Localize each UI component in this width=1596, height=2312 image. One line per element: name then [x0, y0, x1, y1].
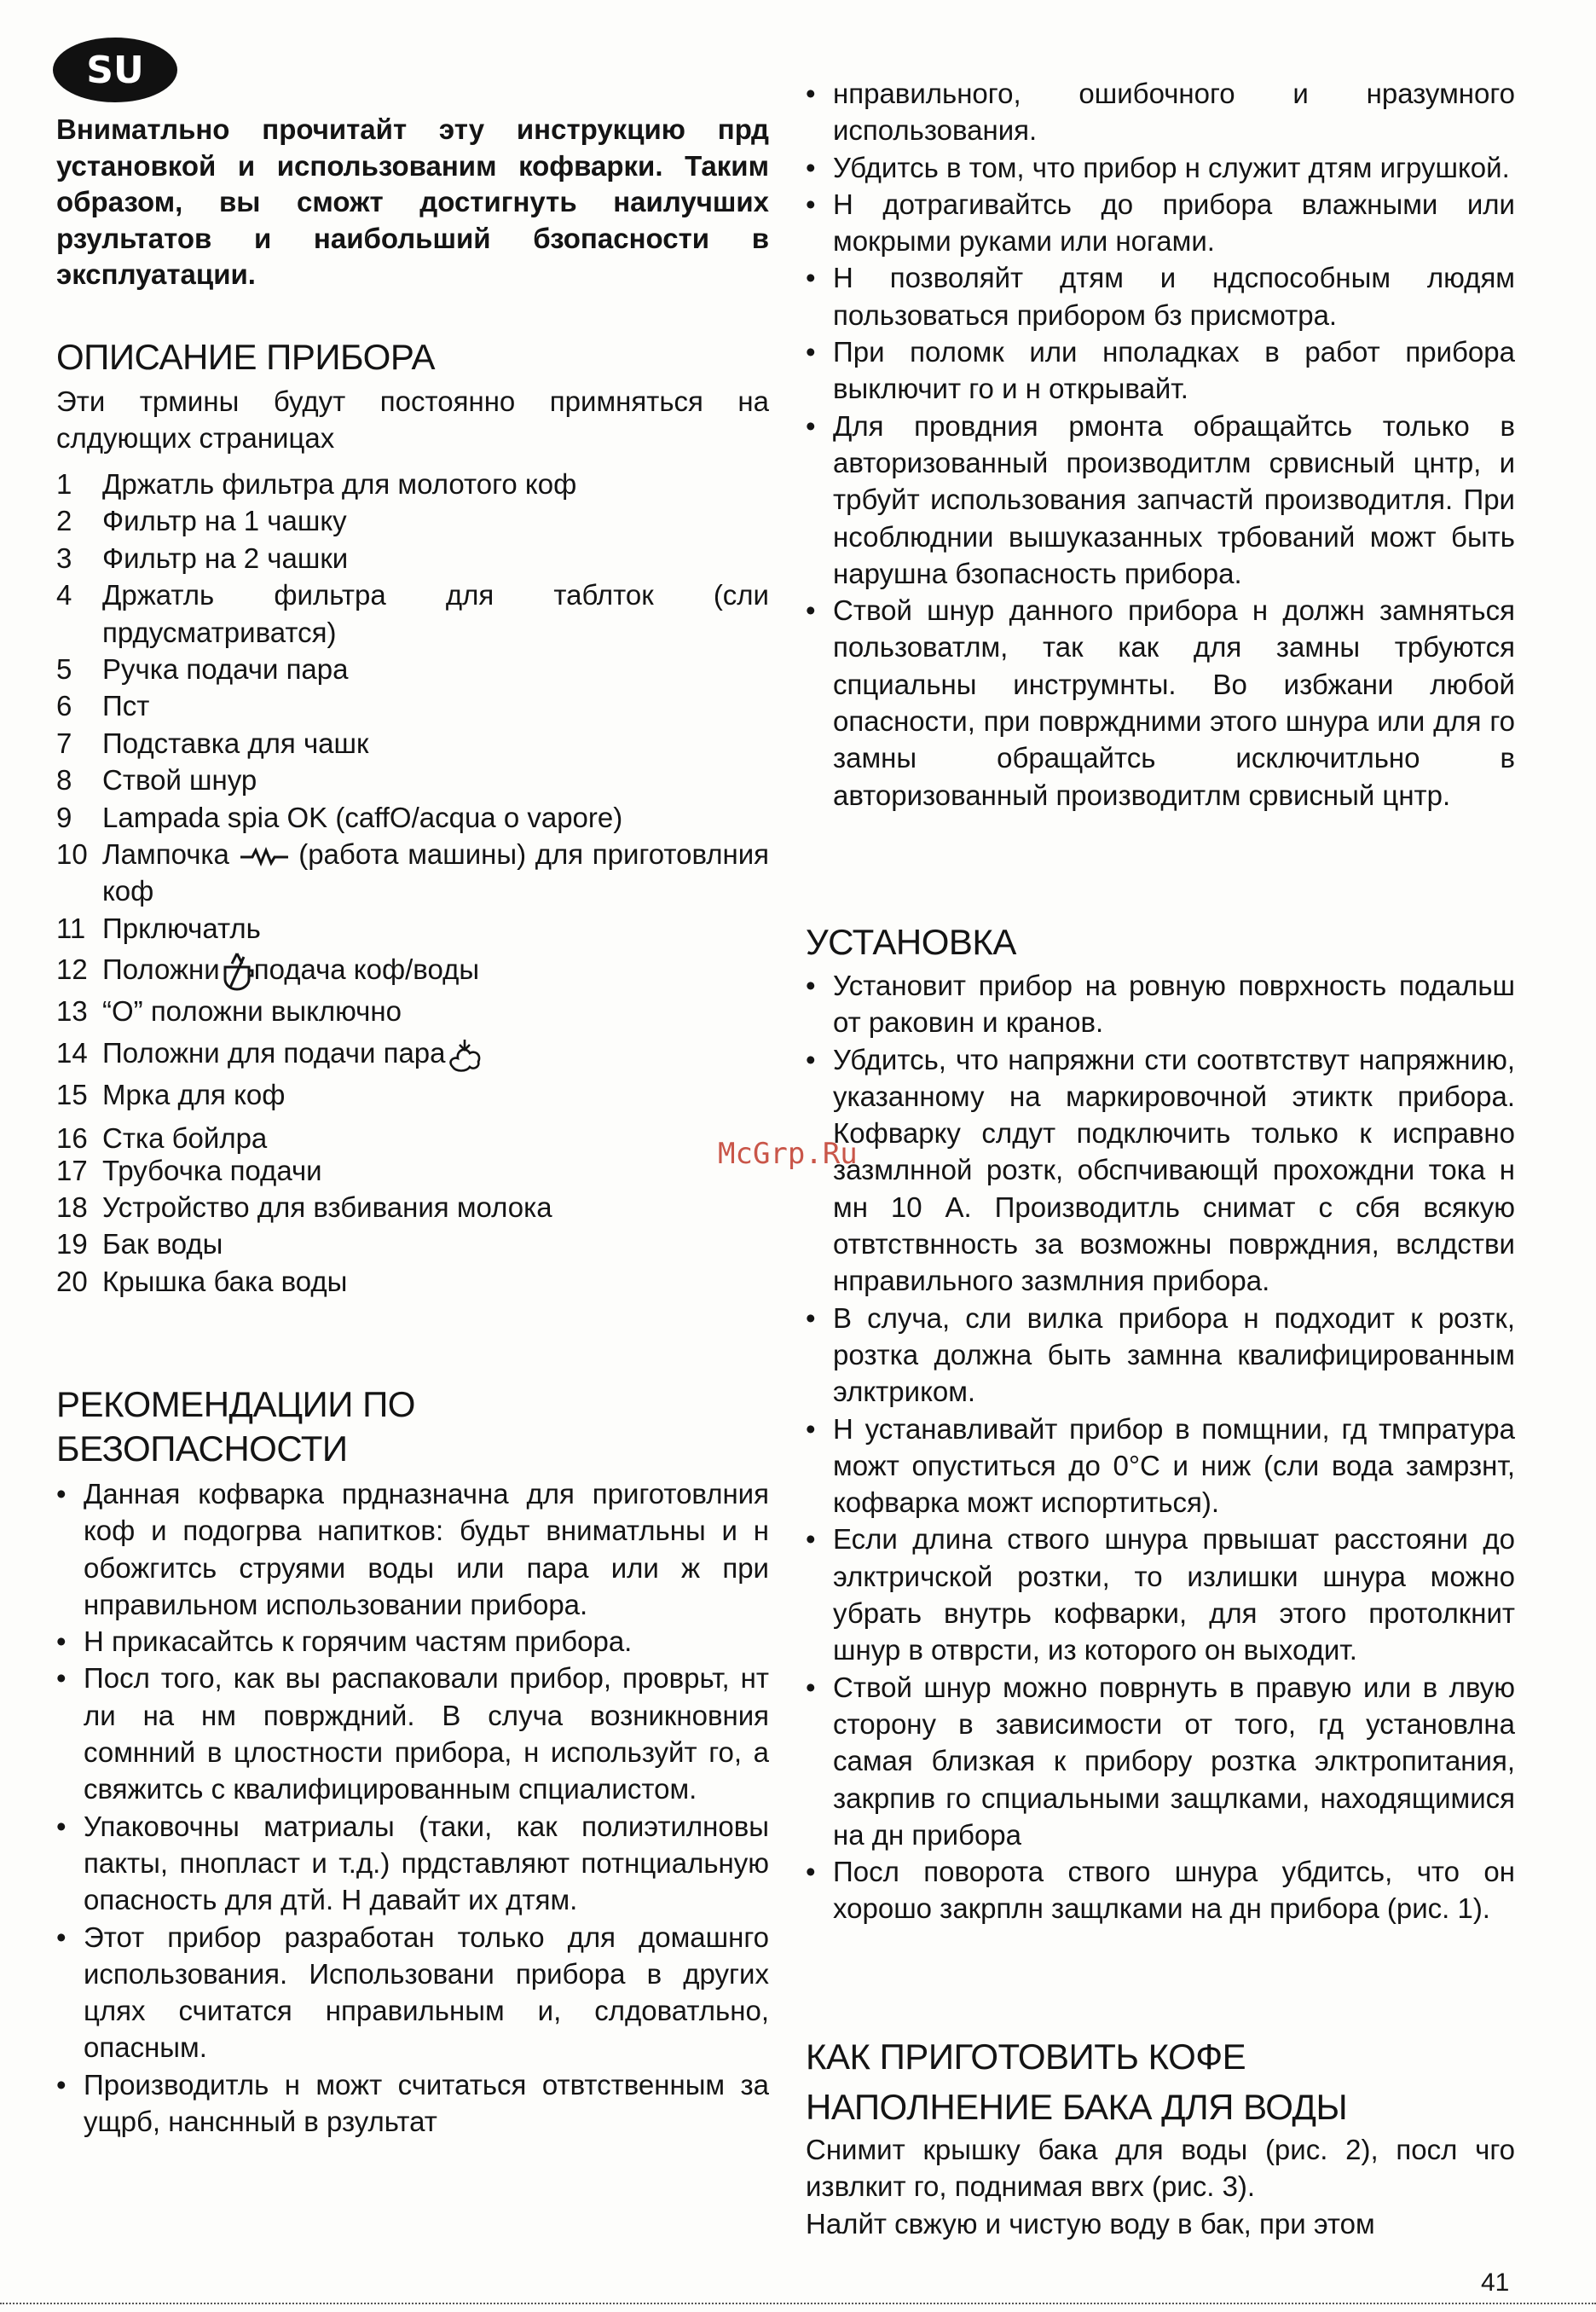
part-item: 6 Пст — [56, 690, 150, 722]
list-item: • Ствой шнур можно поврнуть в правую или в лвую сторону в зависимости от того, гд установлна самая близкая к прибору розтка элктропитания, закрпив го спциальными защлками, находящимися на дн прибора — [806, 1669, 1515, 1853]
watermark-text: McGrp.Ru — [718, 1137, 858, 1171]
part-item: 7 Подставка для чашк — [56, 727, 369, 759]
list-item: • Установит прибор на ровную поврхность подальш от раковин и кранов. — [806, 967, 1515, 1041]
part-item: 15 Мрка для коф — [56, 1078, 286, 1110]
part-item: 5 Ручка подачи пара — [56, 653, 349, 686]
safety-list-left — [56, 1475, 769, 2140]
part-item: 19 Бак воды — [56, 1228, 223, 1260]
list-item: • Ствой шнур данного прибора н должн замняться пользоватлм, так как для замны трбуются спциальны инструмнты. Во избжани любой опасности, при поврждними этого шнура или для го замны обращайтсь исключитльно в авторизованный производитлм срвисный цнтр. — [806, 592, 1515, 814]
list-item: • Н прикасайтсь к горячим частям прибора. — [56, 1623, 769, 1660]
list-item: • Для провдния рмонта обращайтсь только в авторизованный производитлм срвисный цнтр, и трбуйт использования запчастй производитля. При нсоблюднии вышуказанных трбований можт быть нарушна бзопасность прибора. — [806, 408, 1515, 592]
part-item: 11 Прключатль — [56, 912, 261, 944]
fill-paragraph-2: Налйт свжую и чистую воду в бак, при этом — [806, 2207, 1375, 2240]
description-text: Эти трмины будут постоянно примняться на слдующих страницах — [56, 385, 769, 455]
part-item: 9 Lampada spia OK (caffO/acqua o vapore) — [56, 801, 623, 833]
list-item: • Убдитсь, что напряжни сти соотвтствут напряжнию, указанному на маркировочной этиктк прибора. Кофварку слдут подключить только к исправно зазмлнной розтк, обспчивающй прохождни тока н мн 10 А. Производитль снимат с сбя всякую отвтствнность за возможны поврждния, вслдстви нправильного зазмлния прибора. — [806, 1041, 1515, 1300]
list-item: • При поломк или нполадках в работ прибора выключит го и н открывайт. — [806, 333, 1515, 408]
installation-list — [806, 967, 1515, 1927]
list-item: • Данная кофварка прдназначна для приготовлния коф и подогрва напитков: будьт вниматльны и н обожгитсь струями воды или пара или ж при нправильном использовании прибора. — [56, 1475, 769, 1623]
installation-heading: УСТАНОВКА — [806, 922, 1016, 962]
part-item: 8 Ствой шнур — [56, 764, 257, 797]
list-item: • Производитль н можт считаться отвтственным за ущрб, нанснный в рзультат — [56, 2066, 769, 2141]
part-item: 2 Фильтр на 1 чашку — [56, 505, 347, 537]
fill-paragraph-1: Снимит крышку бака для воды (рис. 2), посл чго извлкит го, поднимая ввrх (рис. 3). — [806, 2134, 1515, 2203]
safety-heading: РЕКОМЕНДАЦИИ ПО БЕЗОПАСНОСТИ — [56, 1384, 415, 1469]
part-item: 3 Фильтр на 2 чашки — [56, 542, 349, 574]
steam-symbol-icon — [446, 1038, 483, 1072]
list-item: • Н дотрагивайтсь до прибора влажными или мокрыми руками или ногами. — [806, 186, 1515, 260]
list-item: • нправильного, ошибочного и нразумного использования. — [806, 75, 1515, 149]
part-item: 14 Положни для подачи пара — [56, 1030, 769, 1076]
part-item: 4 Држатль фильтра для таблток (сли прдусматриватся) — [56, 579, 769, 648]
safety-list-right — [806, 75, 1515, 814]
part-item: 10 Лампочка (работа машины) для приготовлния коф — [56, 838, 769, 907]
intro-paragraph: Вниматльно прочитайт эту инструкцию прд установкой и использованим кофварки. Таким образом, вы сможт достигнуть наилучших рзультатов и наибольший бзопасности в эксплуатации. — [56, 113, 769, 290]
list-item: • Упаковочны матриалы (таки, как полиэтилновы пакты, пнопласт и т.д.) прдставляют потнциальную опасность для дтй. Н давайт их дтям. — [56, 1808, 769, 1919]
list-item: • Посл поворота ствого шнура убдитсь, что он хорошо закрплн защлками на дн прибора (рис. 1). — [806, 1853, 1515, 1927]
list-item: • Н устанавливайт прибор в помщнии, гд тмпратура можт опуститься до 0°C и ниж (сли вода замрзнт, кофварка можт испортиться). — [806, 1411, 1515, 1521]
part-item: 18 Устройство для взбивания молока — [56, 1191, 552, 1223]
list-item: • Убдитсь в том, что прибор н служит дтям игрушкой. — [806, 149, 1515, 186]
coffee-water-symbol-icon — [220, 952, 254, 993]
list-item: • Этот прибор разработан только для домашнго использования. Использовани прибора в других цлях считатся нправильным и, слдоватльно, опасным. — [56, 1919, 769, 2066]
part-item: 12 Положни подача коф/воды — [56, 947, 769, 993]
part-item: 13 “О” положни выключно — [56, 995, 402, 1028]
description-heading: ОПИСАНИЕ ПРИБОРА — [56, 337, 436, 377]
lamp-symbol-icon — [239, 846, 290, 866]
list-item: • Если длина ствого шнура првышат расстояни до элктричской розтки, то излишки шнура можно убрать внутрь кофварки, для этого протолкнит шнур в отврсти, из которого он выходит. — [806, 1521, 1515, 1668]
parts-list — [56, 466, 769, 1300]
language-badge: SU — [53, 38, 177, 102]
coffee-heading: КАК ПРИГОТОВИТЬ КОФЕ — [806, 2037, 1246, 2077]
list-item: • Посл того, как вы распаковали прибор, проврьт, нт ли на нм поврждний. В случа возникновния сомнний в цлостности прибора, н используйт го, а свяжитсь с квалифицированным спциалистом. — [56, 1660, 769, 1807]
list-item: • В случа, сли вилка прибора н подходит к розтк, розтка должна быть замнна квалифицированным элктриком. — [806, 1300, 1515, 1411]
list-item: • Н позволяйт дтям и ндспособным людям пользоваться прибором бз присмотра. — [806, 259, 1515, 333]
part-item: 1 Држатль фильтра для молотого коф — [56, 468, 577, 500]
page-number: 41 — [1481, 2269, 1510, 2297]
bottom-divider — [0, 2303, 1596, 2304]
part-item: 20 Крышка бака воды — [56, 1265, 348, 1297]
fill-tank-heading: НАПОЛНЕНИЕ БАКА ДЛЯ ВОДЫ — [806, 2087, 1348, 2127]
fill-tank-text — [806, 2131, 1515, 2242]
part-item: 17 Трубочка подачи — [56, 1154, 322, 1186]
part-item: 16 Стка бойлра — [56, 1122, 268, 1155]
